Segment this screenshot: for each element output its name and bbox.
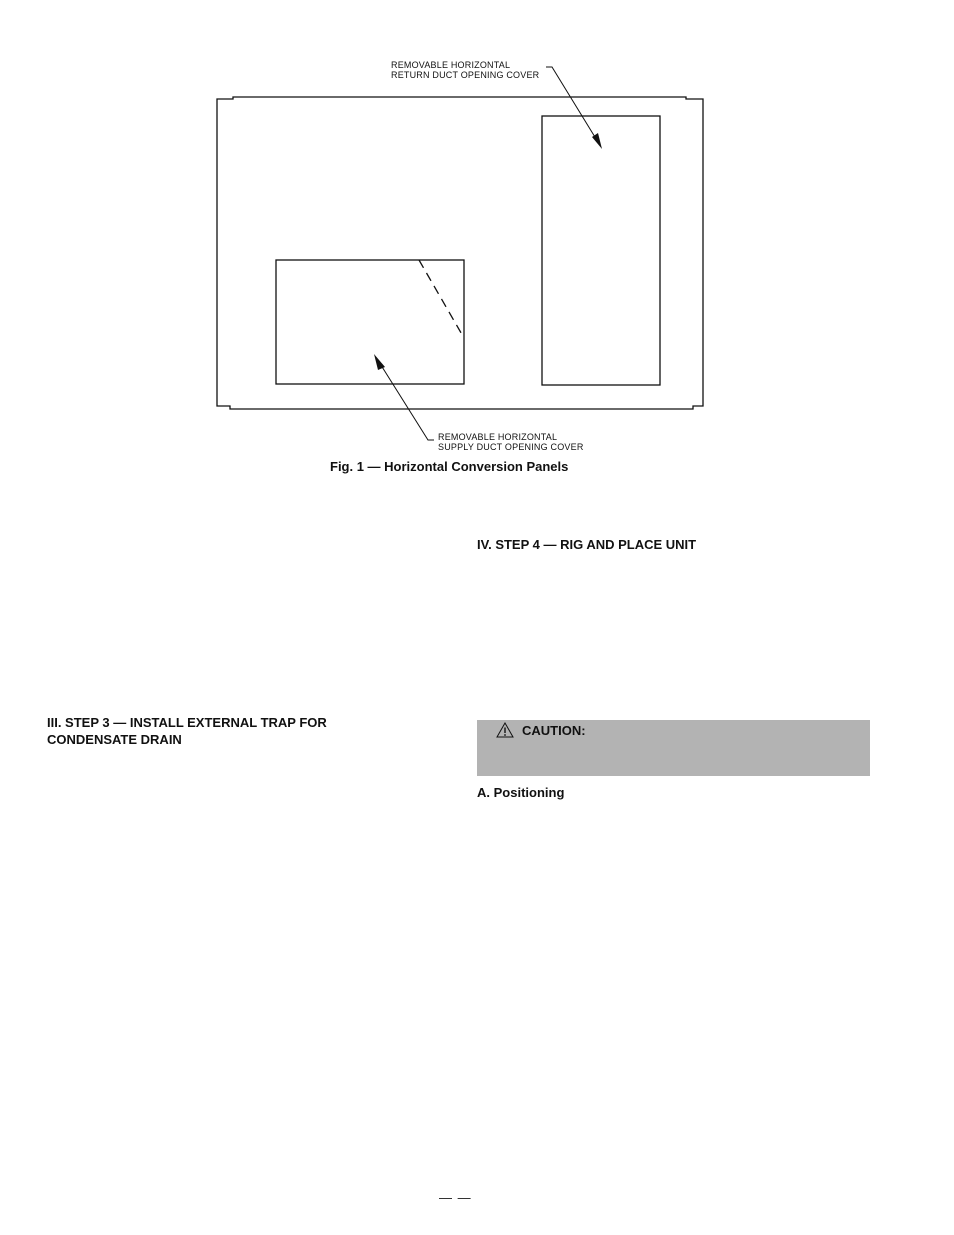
caution-label: CAUTION: (522, 723, 586, 738)
step3-heading-line1: III. STEP 3 — INSTALL EXTERNAL TRAP FOR (47, 715, 327, 730)
return-label-line2: RETURN DUCT OPENING COVER (391, 70, 540, 80)
positioning-heading: A. Positioning (477, 785, 565, 800)
return-label-line1: REMOVABLE HORIZONTAL (391, 60, 511, 70)
caution-box (477, 720, 870, 776)
return-duct-cover (542, 116, 660, 385)
horizontal-conversion-panels-diagram (0, 0, 954, 470)
figure-caption: Fig. 1 — Horizontal Conversion Panels (330, 459, 569, 474)
page-number: — — (439, 1190, 472, 1205)
step3-heading-line2: CONDENSATE DRAIN (47, 732, 182, 747)
supply-cover-dashed-line (419, 260, 464, 338)
supply-label-line2: SUPPLY DUCT OPENING COVER (438, 442, 584, 452)
supply-label-line1: REMOVABLE HORIZONTAL (438, 432, 558, 442)
supply-duct-cover (276, 260, 464, 384)
step4-heading: IV. STEP 4 — RIG AND PLACE UNIT (477, 537, 697, 552)
return-leader-line (546, 67, 598, 142)
supply-arrowhead (374, 354, 385, 370)
warning-triangle-icon (496, 722, 514, 738)
unit-panel-outline (217, 97, 703, 409)
supply-leader-line (379, 362, 434, 440)
step3-heading (47, 714, 327, 748)
